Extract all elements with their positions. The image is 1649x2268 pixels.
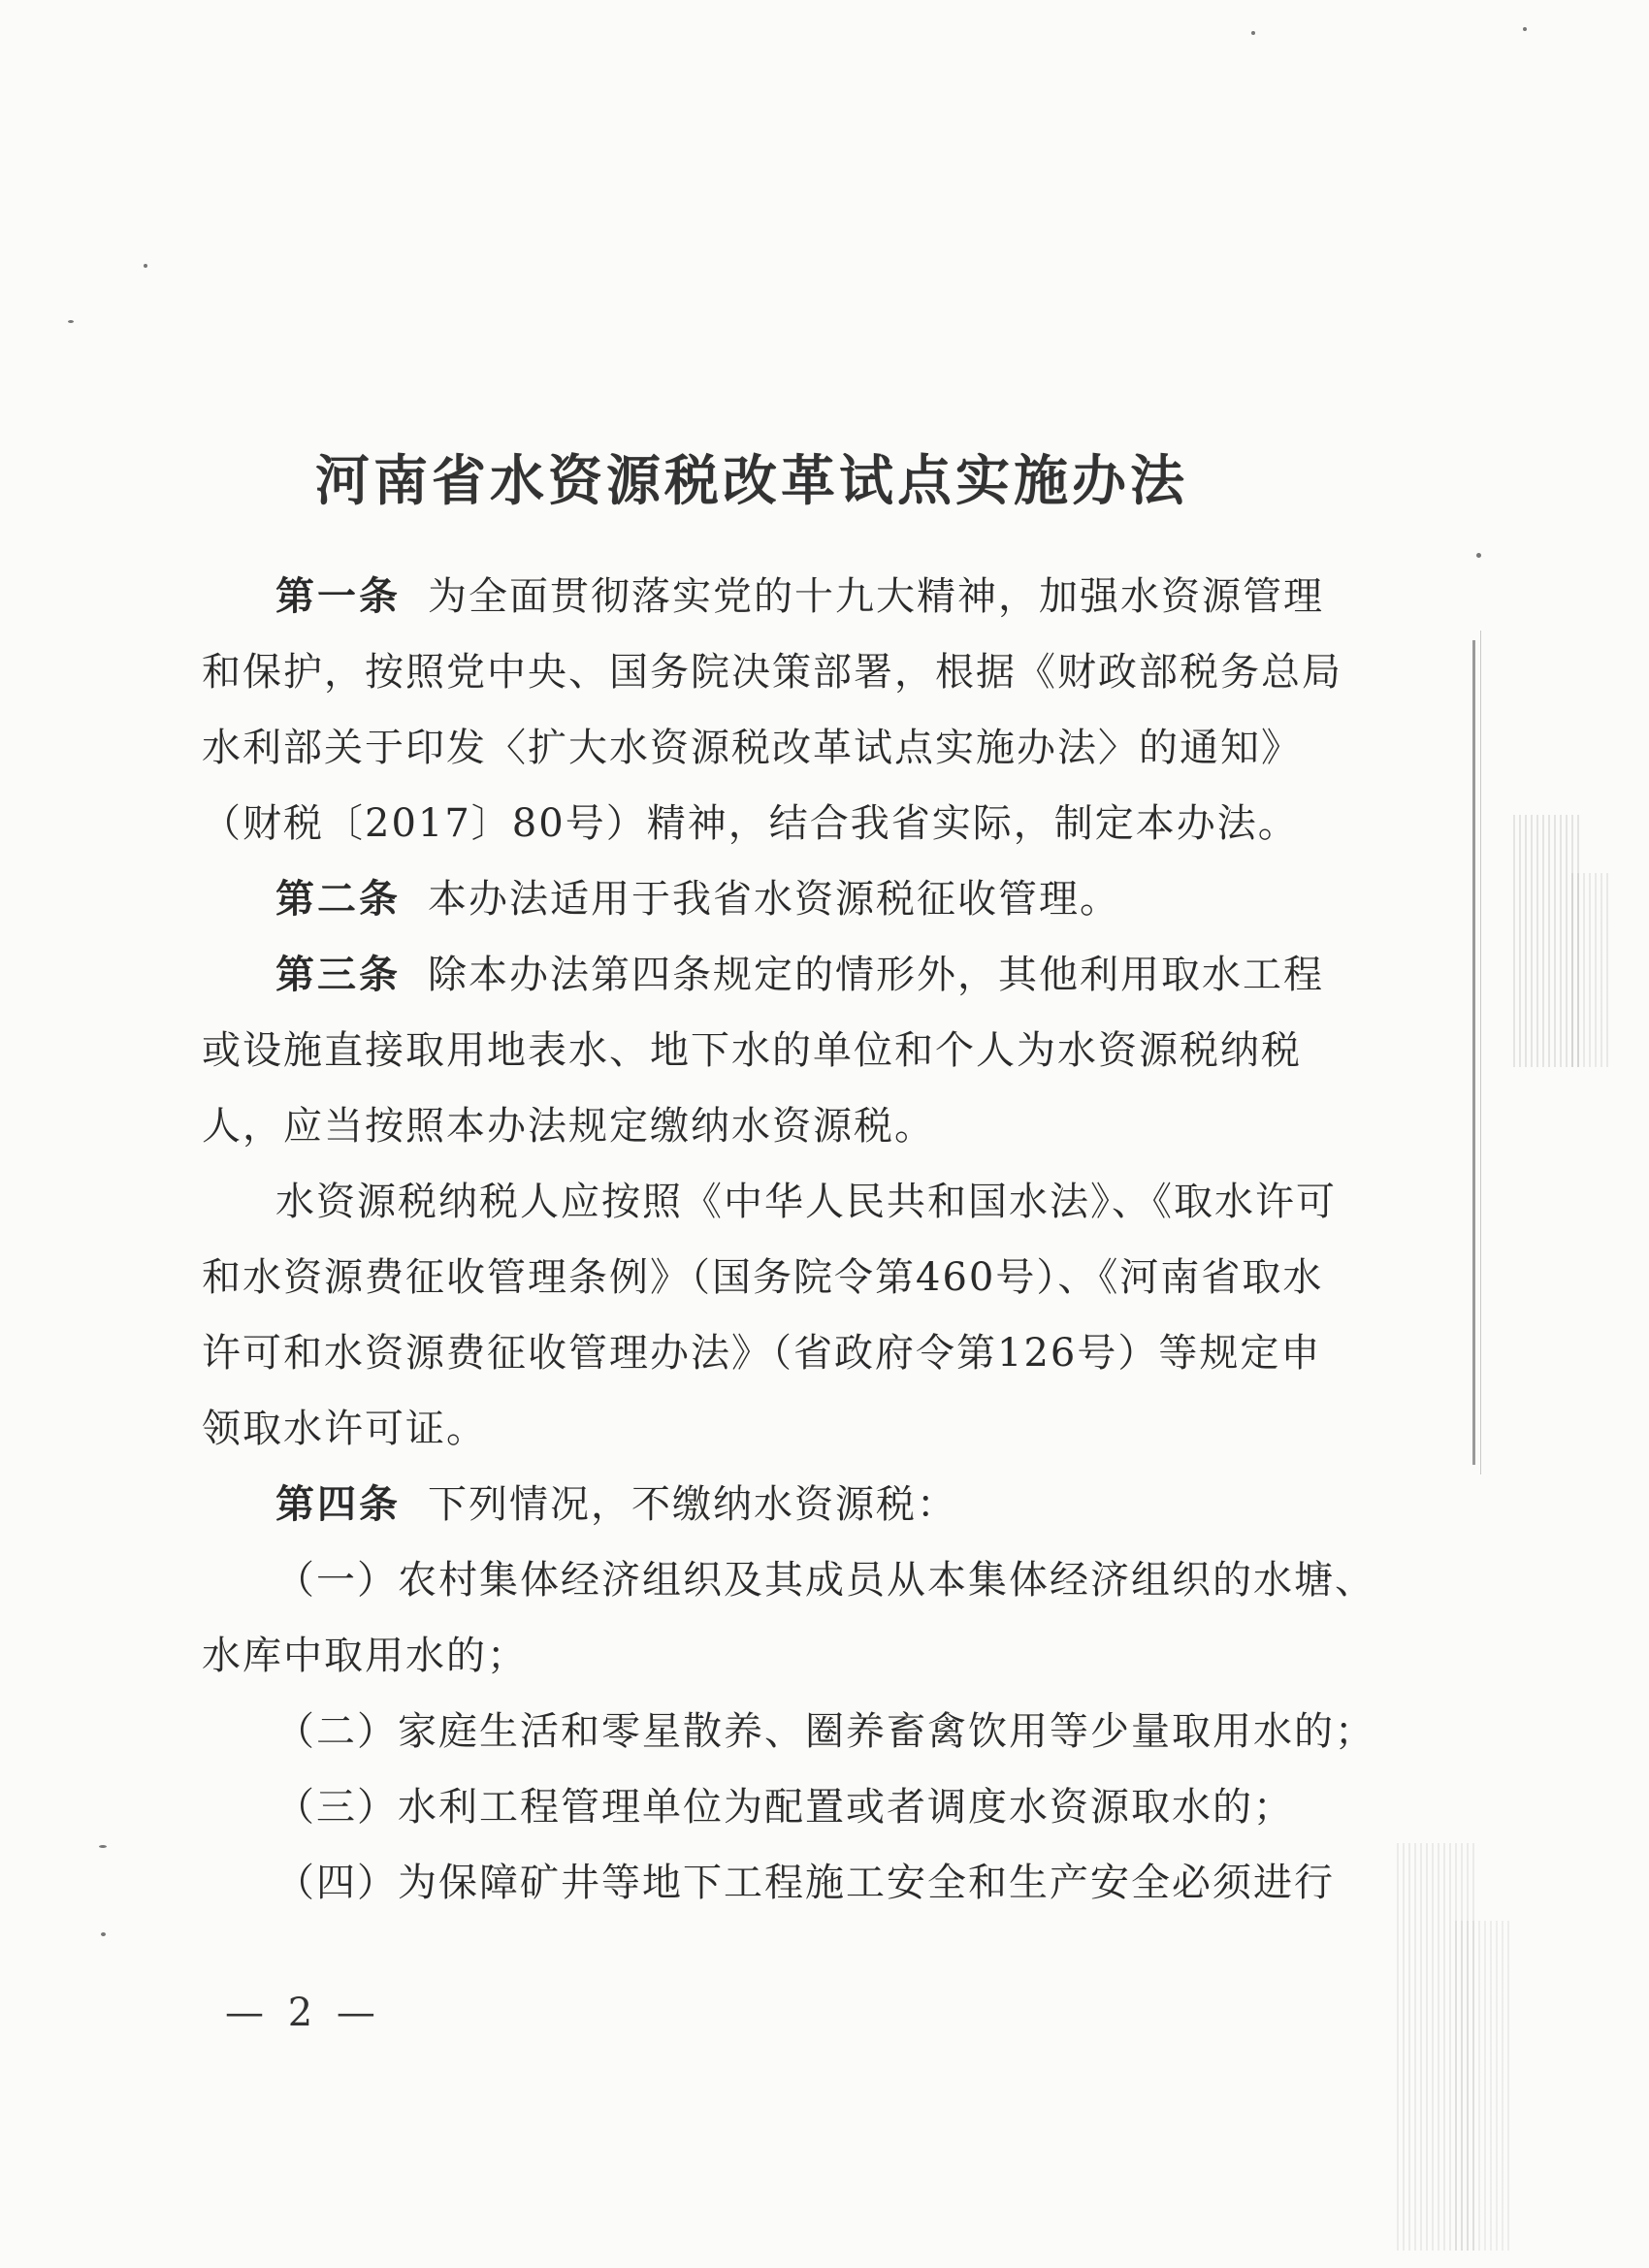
line-text: 和保护，按照党中央、国务院决策部署，根据《财政部税务总局 (202, 650, 1342, 695)
text-line (202, 1088, 1296, 1164)
scan-speck (68, 320, 74, 323)
text-line (202, 1467, 1296, 1542)
document-title: 河南省水资源税改革试点实施办法 (315, 450, 1188, 513)
line-text: 水利部关于印发〈扩大水资源税改革试点实施办法〉的通知》 (202, 726, 1302, 770)
line-text: （四）为保障矿井等地下工程施工安全和生产安全必须进行 (275, 1861, 1335, 1905)
text-line (202, 1164, 1337, 1240)
text-line (202, 1391, 1296, 1467)
text-line (202, 634, 1342, 710)
line-text: （三）水利工程管理单位为配置或者调度水资源取水的； (275, 1785, 1294, 1830)
text-line (202, 1769, 1296, 1845)
line-text: （一）农村集体经济组织及其成员从本集体经济组织的水塘、 (275, 1558, 1375, 1603)
article-heading: 第三条 (275, 953, 401, 997)
text-line (202, 861, 1296, 937)
line-text: 领取水许可证。 (202, 1407, 487, 1451)
article-heading: 第四条 (275, 1482, 401, 1527)
scan-noise (1455, 1921, 1513, 2251)
text-line (202, 937, 1324, 1013)
scan-speck (1251, 31, 1255, 35)
text-line (202, 1845, 1335, 1921)
scan-speck (101, 1932, 106, 1936)
line-text: （二）家庭生活和零星散养、圈养畜禽饮用等少量取用水的； (275, 1709, 1375, 1754)
document-body (202, 559, 1375, 1921)
scan-speck (144, 264, 147, 268)
text-line (202, 559, 1324, 634)
line-text: 下列情况，不缴纳水资源税： (428, 1482, 957, 1527)
text-line (202, 1315, 1322, 1391)
text-line (202, 1240, 1324, 1315)
scan-edge-line (1472, 640, 1475, 1465)
line-text: 或设施直接取用地表水、地下水的单位和个人为水资源税纳税 (202, 1028, 1302, 1073)
text-line (202, 1542, 1375, 1618)
line-text: 水库中取用水的； (202, 1634, 528, 1678)
line-text: 人，应当按照本办法规定缴纳水资源税。 (202, 1104, 935, 1149)
scan-speck (99, 1845, 107, 1848)
article-heading: 第二条 (275, 877, 401, 922)
article-heading: 第一条 (275, 574, 401, 619)
line-text: 和水资源费征收管理条例》（国务院令第460号）、《河南省取水 (202, 1255, 1324, 1300)
page-number: — 2 — (225, 1991, 381, 2035)
line-text: 为全面贯彻落实党的十九大精神，加强水资源管理 (428, 574, 1324, 619)
line-text: （财税〔2017〕80号）精神，结合我省实际，制定本办法。 (202, 801, 1299, 846)
line-text: 许可和水资源费征收管理办法》（省政府令第126号）等规定申 (202, 1331, 1322, 1376)
text-line (202, 1694, 1375, 1769)
line-text: 除本办法第四条规定的情形外，其他利用取水工程 (428, 953, 1324, 997)
scan-noise (1571, 873, 1610, 1067)
line-text: 本办法适用于我省水资源税征收管理。 (428, 877, 1120, 922)
scan-speck (1476, 553, 1481, 558)
scan-speck (1523, 27, 1527, 31)
line-text: 水资源税纳税人应按照《中华人民共和国水法》、《取水许可 (275, 1180, 1337, 1224)
scan-edge-line (1480, 631, 1481, 1474)
text-line (202, 786, 1299, 861)
text-line (202, 1618, 1296, 1694)
text-line (202, 1013, 1302, 1088)
text-line (202, 710, 1302, 786)
